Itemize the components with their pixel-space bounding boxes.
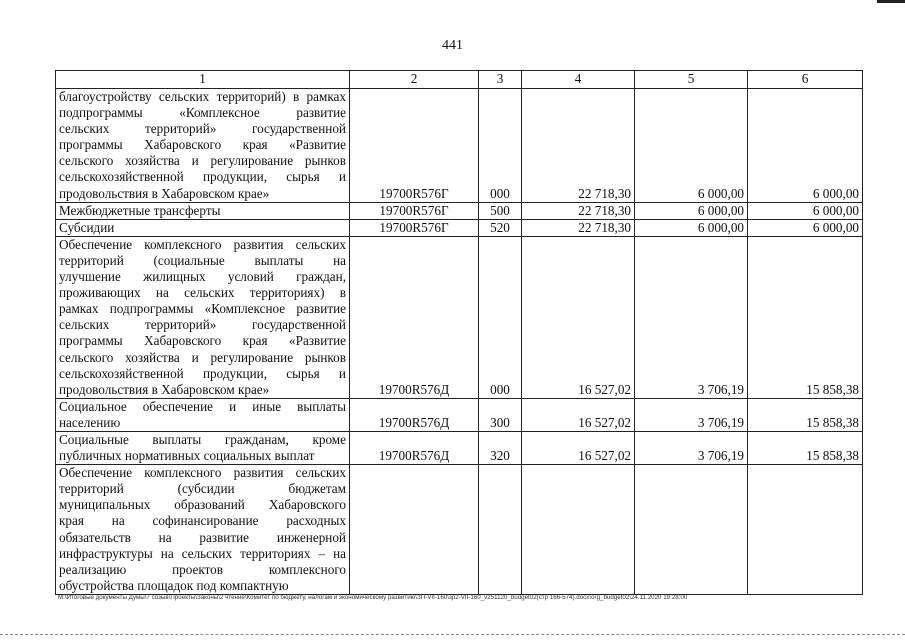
description-line: проживающих на сельских территориях) в — [59, 285, 346, 301]
description-line: публичных нормативных социальных выплат — [59, 448, 315, 464]
row-expense-type: 500 — [479, 202, 522, 219]
row-description — [56, 398, 350, 431]
description-line: Субсидии — [59, 219, 115, 235]
row-amount-col-4: 16 527,02 — [522, 431, 635, 464]
row-target-code: 19700R576Г — [350, 89, 479, 203]
description-line: сельского хозяйства и регулирование рынков — [59, 153, 346, 169]
description-line: Обеспечение комплексного развития сельских — [59, 236, 346, 252]
row-amount-col-5: 6 000,00 — [635, 202, 748, 219]
row-amount-col-4 — [522, 465, 635, 595]
row-amount-col-5: 6 000,00 — [635, 219, 748, 236]
description-line: продовольствия в Хабаровском крае» — [59, 381, 270, 397]
row-amount-col-4: 22 718,30 — [522, 89, 635, 203]
description-line: сельскохозяйственной продукции, сырья и — [59, 169, 346, 185]
table-row — [56, 202, 863, 219]
row-amount-col-4: 16 527,02 — [522, 236, 635, 398]
row-expense-type: 000 — [479, 236, 522, 398]
row-amount-col-6: 15 858,38 — [748, 398, 863, 431]
description-line: территорий (социальные выплаты на — [59, 252, 346, 268]
description-line: сельского хозяйства и регулирование рынков — [59, 349, 346, 365]
description-line: территорий (субсидии бюджетам — [59, 481, 346, 497]
description-line: муниципальных образований Хабаровского — [59, 497, 346, 513]
top-edge-rule — [877, 0, 905, 3]
description-line: обустройства площадок под компактную — [59, 577, 289, 593]
header-col-5: 5 — [635, 71, 748, 89]
header-col-2: 2 — [350, 71, 479, 89]
description-line: сельских территорий» государственной — [59, 317, 346, 333]
row-expense-type: 300 — [479, 398, 522, 431]
row-amount-col-4: 16 527,02 — [522, 398, 635, 431]
row-amount-col-4: 22 718,30 — [522, 202, 635, 219]
description-line: сельскохозяйственной продукции, сырья и — [59, 365, 346, 381]
description-line: программы Хабаровского края «Развитие — [59, 137, 346, 153]
row-description — [56, 202, 350, 219]
row-target-code: 19700R576Г — [350, 202, 479, 219]
row-amount-col-6 — [748, 465, 863, 595]
row-amount-col-6: 6 000,00 — [748, 219, 863, 236]
header-col-1: 1 — [56, 71, 350, 89]
header-col-3: 3 — [479, 71, 522, 89]
row-amount-col-6: 6 000,00 — [748, 89, 863, 203]
description-line: Межбюджетные трансферты — [59, 202, 221, 218]
table-row — [56, 398, 863, 431]
description-line: края на софинансирование расходных — [59, 513, 346, 529]
description-line: сельских территорий» государственной — [59, 121, 346, 137]
description-line: улучшение жилищных условий граждан, — [59, 269, 346, 285]
row-description — [56, 431, 350, 464]
description-line: реализацию проектов комплексного — [59, 561, 346, 577]
description-line: населению — [59, 414, 121, 430]
description-line: подпрограммы «Комплексное развитие — [59, 105, 346, 121]
row-target-code: 19700R576Г — [350, 219, 479, 236]
description-line: Социальные выплаты гражданам, кроме — [59, 431, 346, 447]
row-amount-col-4: 22 718,30 — [522, 219, 635, 236]
table-row — [56, 89, 863, 203]
row-amount-col-6: 15 858,38 — [748, 236, 863, 398]
row-amount-col-6: 15 858,38 — [748, 431, 863, 464]
row-target-code — [350, 465, 479, 595]
description-line: продовольствия в Хабаровском крае» — [59, 185, 270, 201]
table-row — [56, 219, 863, 236]
row-target-code: 19700R576Д — [350, 431, 479, 464]
row-expense-type: 520 — [479, 219, 522, 236]
header-row — [56, 71, 863, 89]
row-expense-type: 320 — [479, 431, 522, 464]
file-path-footer: M:\Итоговые документы Думы\7 созыв\Проекты\Законы\2 чтение\Комитет по бюджету, налогам и экономическому развитию\ЗП-VII-160\зр2-VII-160_v251120_budget02(стр 166-574).docx\org_budget02\24.11.2020 19:28:00 — [58, 594, 688, 601]
row-amount-col-5: 6 000,00 — [635, 89, 748, 203]
table-row — [56, 236, 863, 398]
row-expense-type — [479, 465, 522, 595]
description-line: Обеспечение комплексного развития сельских — [59, 465, 346, 481]
row-description — [56, 219, 350, 236]
row-description — [56, 465, 350, 595]
row-expense-type: 000 — [479, 89, 522, 203]
bottom-edge-rule — [0, 634, 905, 636]
table-row — [56, 431, 863, 464]
row-amount-col-5: 3 706,19 — [635, 398, 748, 431]
row-description — [56, 89, 350, 203]
description-line: рамках подпрограммы «Комплексное развитие — [59, 301, 346, 317]
row-amount-col-5: 3 706,19 — [635, 431, 748, 464]
table-body — [56, 89, 863, 595]
row-amount-col-5: 3 706,19 — [635, 236, 748, 398]
budget-table — [55, 70, 863, 595]
description-line: благоустройству сельских территорий) в рамках — [59, 89, 346, 104]
header-col-4: 4 — [522, 71, 635, 89]
row-amount-col-6: 6 000,00 — [748, 202, 863, 219]
row-amount-col-5 — [635, 465, 748, 595]
description-line: инфраструктуры на сельских территориях – на — [59, 545, 346, 561]
description-line: обязательств на развитие инженерной — [59, 529, 346, 545]
row-target-code: 19700R576Д — [350, 398, 479, 431]
header-col-6: 6 — [748, 71, 863, 89]
row-description — [56, 236, 350, 398]
row-target-code: 19700R576Д — [350, 236, 479, 398]
description-line: Социальное обеспечение и иные выплаты — [59, 398, 346, 414]
page-number: 441 — [442, 38, 463, 53]
description-line: программы Хабаровского края «Развитие — [59, 333, 346, 349]
table-row — [56, 465, 863, 595]
